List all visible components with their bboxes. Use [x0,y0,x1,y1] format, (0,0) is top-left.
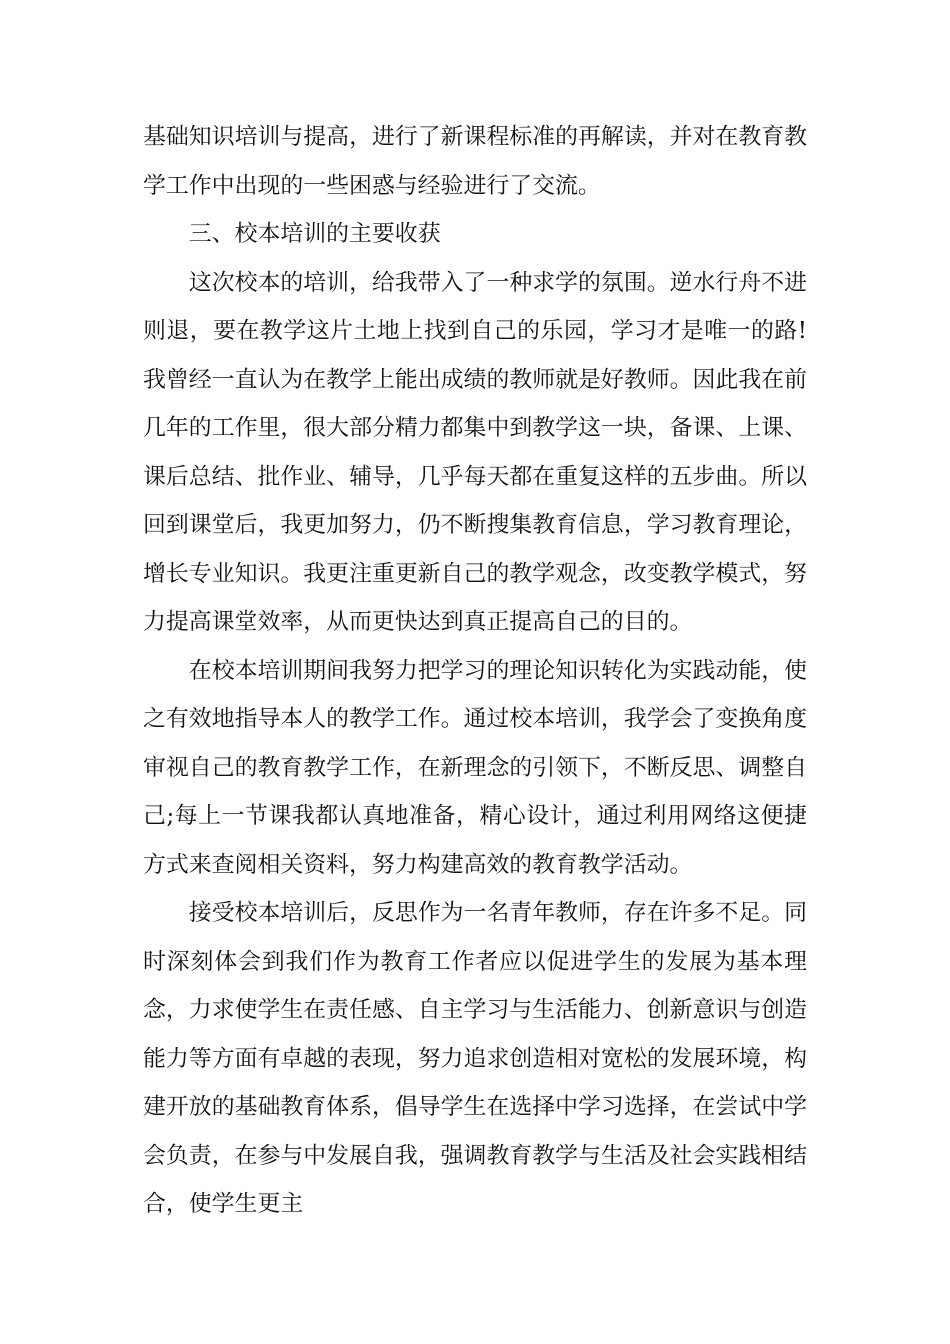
paragraph-4: 接受校本培训后，反思作为一名青年教师，存在许多不足。同时深刻体会到我们作为教育工作者应以促进学生的发展为基本理念，力求使学生在责任感、自主学习与生活能力、创新意识与创造能力等方面有卓越的表现，努力追求创造相对宽松的发展环境，构建开放的基础教育体系，倡导学生在选择中学习选择，在尝试中学会负责，在参与中发展自我，强调教育教学与生活及社会实践相结合，使学生更主 [143,900,807,1217]
paragraph-1: 基础知识培训与提高，进行了新课程标准的再解读，并对在教育教学工作中出现的一些困惑与经验进行了交流。 [143,124,807,199]
section-heading: 三、校本培训的主要收获 [188,221,441,247]
document-body [143,113,807,1229]
paragraph-3: 在校本培训期间我努力把学习的理论知识转化为实践动能，使之有效地指导本人的教学工作。通过校本培训，我学会了变换角度审视自己的教育教学工作，在新理念的引领下，不断反思、调整自己;每上一节课我都认真地准备，精心设计，通过利用网络这便捷方式来查阅相关资料，努力构建高效的教育教学活动。 [143,657,807,878]
paragraph-2: 这次校本的培训，给我带入了一种求学的氛围。逆水行舟不进则退，要在教学这片土地上找到自己的乐园，学习才是唯一的路!我曾经一直认为在教学上能出成绩的教师就是好教师。因此我在前几年的工作里，很大部分精力都集中到教学这一块，备课、上课、课后总结、批作业、辅导，几乎每天都在重复这样的五步曲。所以回到课堂后，我更加努力，仍不断搜集教育信息，学习教育理论，增长专业知识。我更注重更新自己的教学观念，改变教学模式，努力提高课堂效率，从而更快达到真正提高自己的目的。 [143,269,807,635]
